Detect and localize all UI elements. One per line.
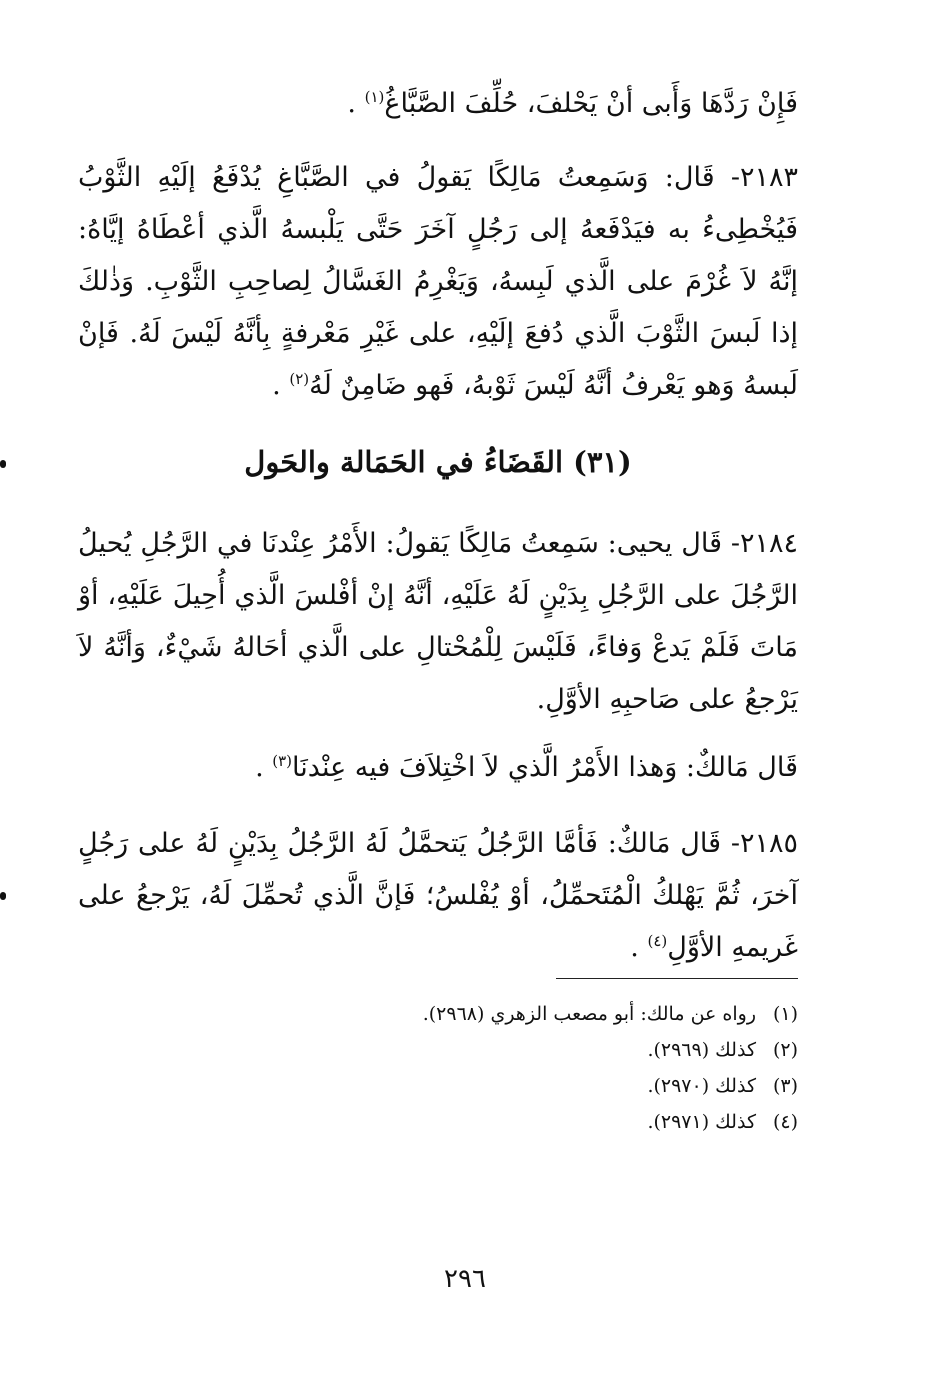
scan-speck [0, 892, 6, 900]
page-number: ٢٩٦ [444, 1264, 486, 1294]
chapter-heading: (٣١) القَضَاءُ في الحَمَالة والحَول [244, 445, 632, 479]
paragraph-2185 [78, 818, 798, 974]
footnote-item [78, 1068, 798, 1104]
paragraph-malik-statement [78, 742, 798, 794]
paragraph-text: ٢١٨٤- قَال يحيى: سَمِعتُ مَالِكًا يَقولُ: الأَمْرُ عِنْدنَا في الرَّجُلِ يُحيلُ الرَّجُلَ على الرَّجُلِ بِدَيْنٍ لَهُ عَلَيْهِ، أنَّهُ إنْ أفْلسَ الَّذي أُحِيلَ عَلَيْهِ، أوْ مَاتَ فَلَمْ يَدعْ وَفاءً، فَلَيْسَ لِلْمُحْتالِ على الَّذي أحَالهُ شَيْءٌ، وَأنَّهُ لاَ يَرْجعُ على صَاحبِهِ الأوَّلِ. [78, 528, 798, 715]
paragraph-2184 [78, 518, 798, 726]
footnote-item [78, 996, 798, 1032]
footnote-text: كذلك (٢٩٧٠). [647, 1075, 756, 1097]
paragraph-2183 [78, 152, 798, 412]
paragraph-text: قَال مَالكٌ: وَهذا الأَمْرُ الَّذي لاَ اخْتِلاَفَ فيه عِنْدنَا [292, 752, 798, 783]
footnote-text: كذلك (٢٩٧١). [647, 1111, 756, 1133]
footnote-ref: (١) [364, 88, 385, 106]
footnote-ref: (٢) [289, 370, 310, 388]
footnote-ref: (٣) [272, 752, 293, 770]
footnote-item [78, 1032, 798, 1068]
footnote-number: (٣) [772, 1075, 798, 1097]
paragraph-text: ٢١٨٥- قَال مَالكٌ: فَأمَّا الرَّجُلُ يَتحمَّلُ لَهُ الرَّجُلُ بِدَيْنٍ لَهُ على رَجُلٍ آخرَ، ثُمَّ يَهْلكُ الْمُتَحمِّلُ، أوْ يُفْلسُ؛ فَإنَّ الَّذي تُحمِّلَ لَهُ، يَرْجعُ على غَريمهِ الأوَّلِ [78, 828, 798, 963]
paragraph-continuation [78, 78, 798, 130]
scan-speck [0, 460, 6, 468]
footnote-number: (٢) [772, 1039, 798, 1061]
paragraph-text: ٢١٨٣- قَال: وَسَمِعتُ مَالِكًا يَقولُ في الصَّبَّاغِ يُدْفَعُ إلَيْهِ الثَّوْبُ فَيُخْطِىءُ به فيَدْفَعهُ إلى رَجُلٍ آخَرَ حَتَّى يَلْبسهُ الَّذي أعْطَاهُ إيَّاهُ: إنَّهُ لاَ غُرْمَ على الَّذي لَبِسهُ، وَيَغْرِمُ الغَسَّالُ لِصاحِبِ الثَّوْبِ. وَذٰلكَ إذا لَبسَ الثَّوْبَ الَّذي دُفعَ إلَيْهِ، على غَيْرِ مَعْرفةٍ بِأنَّهُ لَيْسَ لَهُ. فَإنْ لَبسهُ وَهو يَعْرفُ أنَّهُ لَيْسَ ثَوْبهُ، فَهو ضَامِنٌ لَهُ [78, 162, 798, 401]
paragraph-tail: . [255, 752, 273, 783]
footnote-number: (١) [772, 1003, 798, 1025]
footnote-text: كذلك (٢٩٦٩). [647, 1039, 756, 1061]
footnote-number: (٤) [772, 1111, 798, 1133]
paragraph-tail: . [272, 370, 290, 401]
footnote-text: رواه عن مالك: أبو مصعب الزهري (٢٩٦٨). [422, 1003, 756, 1025]
paragraph-tail: . [630, 932, 648, 963]
paragraph-text: فَإِنْ رَدَّهَا وَأَبى أنْ يَحْلفَ، حُلِّفَ الصَّبَّاغُ [384, 88, 798, 119]
footnote-item [78, 1104, 798, 1140]
footnote-ref: (٤) [647, 932, 668, 950]
paragraph-tail: . [347, 88, 365, 119]
footnote-divider [556, 978, 798, 979]
footnotes [78, 996, 798, 1140]
